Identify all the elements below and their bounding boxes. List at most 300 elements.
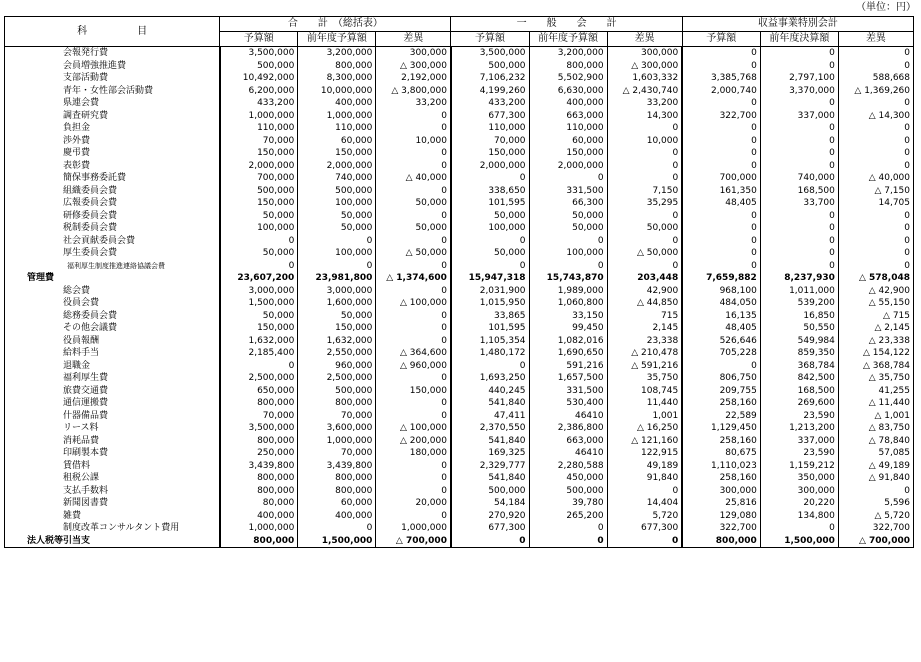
cell-value: 300,000 bbox=[760, 485, 838, 498]
cell-value: 1,129,450 bbox=[682, 422, 760, 435]
cell-value: 1,690,650 bbox=[529, 347, 607, 360]
cell-value: △ 2,430,740 bbox=[607, 85, 682, 98]
cell-value: 1,105,354 bbox=[451, 335, 529, 348]
cell-value: 57,085 bbox=[838, 447, 913, 460]
cell-value: 0 bbox=[529, 535, 607, 548]
cell-value: 14,300 bbox=[607, 110, 682, 123]
cell-value: 0 bbox=[220, 260, 298, 273]
row-label: 福利厚生費 bbox=[5, 372, 220, 385]
row-label: 県連会費 bbox=[5, 97, 220, 110]
row-label: 税制委員会費 bbox=[5, 222, 220, 235]
cell-value: 0 bbox=[376, 235, 451, 248]
cell-value: 1,082,016 bbox=[529, 335, 607, 348]
row-label: 青年・女性部会活動費 bbox=[5, 85, 220, 98]
cell-value: 50,000 bbox=[220, 210, 298, 223]
row-label: 租税公課 bbox=[5, 472, 220, 485]
cell-value: 800,000 bbox=[298, 397, 376, 410]
cell-value: 500,000 bbox=[298, 185, 376, 198]
row-label: 社会貢献委員会費 bbox=[5, 235, 220, 248]
cell-value: 338,650 bbox=[451, 185, 529, 198]
cell-value: 0 bbox=[607, 485, 682, 498]
cell-value: 0 bbox=[838, 260, 913, 273]
cell-value: 500,000 bbox=[451, 485, 529, 498]
cell-value: 2,500,000 bbox=[298, 372, 376, 385]
cell-value: 1,000,000 bbox=[220, 110, 298, 123]
cell-value: 265,200 bbox=[529, 510, 607, 523]
cell-value: 500,000 bbox=[220, 60, 298, 73]
table-row bbox=[5, 72, 914, 85]
cell-value: 800,000 bbox=[529, 60, 607, 73]
cell-value: 110,000 bbox=[298, 122, 376, 135]
cell-value: △ 3,800,000 bbox=[376, 85, 451, 98]
cell-value: 0 bbox=[376, 322, 451, 335]
cell-value: 2,000,000 bbox=[298, 160, 376, 173]
budget-rows bbox=[5, 47, 914, 548]
cell-value: 3,200,000 bbox=[298, 47, 376, 60]
cell-value: 526,646 bbox=[682, 335, 760, 348]
row-label: 総務委員会費 bbox=[5, 310, 220, 323]
cell-value: △ 42,900 bbox=[838, 285, 913, 298]
cell-value: 0 bbox=[760, 222, 838, 235]
cell-value: △ 40,000 bbox=[376, 172, 451, 185]
table-row bbox=[5, 197, 914, 210]
cell-value: 2,329,777 bbox=[451, 460, 529, 473]
cell-value: 0 bbox=[376, 372, 451, 385]
cell-value: 2,000,000 bbox=[220, 160, 298, 173]
unit-label: （単位：円） bbox=[856, 2, 916, 13]
cell-value: 800,000 bbox=[682, 535, 760, 548]
cell-value: 433,200 bbox=[220, 97, 298, 110]
table-row bbox=[5, 260, 914, 273]
cell-value: 33,700 bbox=[760, 197, 838, 210]
table-row bbox=[5, 60, 914, 73]
cell-value: 0 bbox=[682, 235, 760, 248]
cell-value: 2,185,400 bbox=[220, 347, 298, 360]
cell-value: 50,000 bbox=[607, 222, 682, 235]
cell-value: 0 bbox=[376, 310, 451, 323]
cell-value: 0 bbox=[529, 260, 607, 273]
table-row bbox=[5, 272, 914, 285]
cell-value: 3,500,000 bbox=[451, 47, 529, 60]
cell-value: 100,000 bbox=[298, 197, 376, 210]
cell-value: △ 2,145 bbox=[838, 322, 913, 335]
cell-value: 2,500,000 bbox=[220, 372, 298, 385]
row-label: 研修委員会費 bbox=[5, 210, 220, 223]
cell-value: △ 591,216 bbox=[607, 360, 682, 373]
cell-value: 66,300 bbox=[529, 197, 607, 210]
table-row bbox=[5, 285, 914, 298]
cell-value: △ 715 bbox=[838, 310, 913, 323]
cell-value: 800,000 bbox=[220, 472, 298, 485]
cell-value: 0 bbox=[376, 485, 451, 498]
cell-value: 539,200 bbox=[760, 297, 838, 310]
cell-value: 168,500 bbox=[760, 185, 838, 198]
cell-value: 42,900 bbox=[607, 285, 682, 298]
cell-value: 50,000 bbox=[451, 247, 529, 260]
cell-value: 2,192,000 bbox=[376, 72, 451, 85]
cell-value: 3,439,800 bbox=[220, 460, 298, 473]
cell-value: 0 bbox=[760, 122, 838, 135]
col-header: 予算額 bbox=[451, 32, 529, 47]
table-row bbox=[5, 297, 914, 310]
cell-value: 1,011,000 bbox=[760, 285, 838, 298]
cell-value: 588,668 bbox=[838, 72, 913, 85]
cell-value: △ 121,160 bbox=[607, 435, 682, 448]
cell-value: △ 55,150 bbox=[838, 297, 913, 310]
table-row bbox=[5, 310, 914, 323]
cell-value: 3,370,000 bbox=[760, 85, 838, 98]
row-label: 総会費 bbox=[5, 285, 220, 298]
cell-value: 0 bbox=[607, 147, 682, 160]
col-header: 予算額 bbox=[220, 32, 298, 47]
cell-value: 740,000 bbox=[298, 172, 376, 185]
cell-value: 60,000 bbox=[529, 135, 607, 148]
row-label: 給料手当 bbox=[5, 347, 220, 360]
cell-value: 3,600,000 bbox=[298, 422, 376, 435]
cell-value: 705,228 bbox=[682, 347, 760, 360]
cell-value: 677,300 bbox=[451, 522, 529, 535]
cell-value: 3,385,768 bbox=[682, 72, 760, 85]
col-header: 予算額 bbox=[682, 32, 760, 47]
table-row bbox=[5, 510, 914, 523]
cell-value: 101,595 bbox=[451, 197, 529, 210]
cell-value: 368,784 bbox=[760, 360, 838, 373]
cell-value: 270,920 bbox=[451, 510, 529, 523]
cell-value: △ 35,750 bbox=[838, 372, 913, 385]
cell-value: 20,220 bbox=[760, 497, 838, 510]
cell-value: 663,000 bbox=[529, 110, 607, 123]
cell-value: 2,000,000 bbox=[529, 160, 607, 173]
cell-value: 100,000 bbox=[529, 247, 607, 260]
cell-value: 0 bbox=[376, 185, 451, 198]
cell-value: △ 960,000 bbox=[376, 360, 451, 373]
cell-value: △ 16,250 bbox=[607, 422, 682, 435]
cell-value: 0 bbox=[838, 97, 913, 110]
cell-value: 70,000 bbox=[451, 135, 529, 148]
cell-value: 48,405 bbox=[682, 322, 760, 335]
cell-value: △ 50,000 bbox=[607, 247, 682, 260]
cell-value: 530,400 bbox=[529, 397, 607, 410]
cell-value: 50,000 bbox=[220, 310, 298, 323]
cell-value: 3,439,800 bbox=[298, 460, 376, 473]
cell-value: 968,100 bbox=[682, 285, 760, 298]
cell-value: 0 bbox=[760, 97, 838, 110]
row-label: 旅費交通費 bbox=[5, 385, 220, 398]
cell-value: 3,500,000 bbox=[220, 47, 298, 60]
row-label: 慶弔費 bbox=[5, 147, 220, 160]
cell-value: 0 bbox=[760, 235, 838, 248]
cell-value: 800,000 bbox=[220, 535, 298, 548]
cell-value: 484,050 bbox=[682, 297, 760, 310]
table-row bbox=[5, 47, 914, 60]
cell-value: 2,370,550 bbox=[451, 422, 529, 435]
cell-value: 0 bbox=[607, 260, 682, 273]
row-label: 組織委員会費 bbox=[5, 185, 220, 198]
cell-value: 331,500 bbox=[529, 385, 607, 398]
cell-value: 0 bbox=[529, 522, 607, 535]
col-header: 差異 bbox=[838, 32, 913, 47]
table-row bbox=[5, 435, 914, 448]
cell-value: 50,000 bbox=[298, 310, 376, 323]
cell-value: 0 bbox=[376, 122, 451, 135]
cell-value: 47,411 bbox=[451, 410, 529, 423]
cell-value: 2,797,100 bbox=[760, 72, 838, 85]
cell-value: △ 100,000 bbox=[376, 297, 451, 310]
cell-value: 0 bbox=[760, 147, 838, 160]
cell-value: 10,000,000 bbox=[298, 85, 376, 98]
cell-value: 0 bbox=[760, 60, 838, 73]
table-row bbox=[5, 485, 914, 498]
cell-value: 150,000 bbox=[298, 322, 376, 335]
cell-value: 1,213,200 bbox=[760, 422, 838, 435]
cell-value: 48,405 bbox=[682, 197, 760, 210]
cell-value: △ 300,000 bbox=[376, 60, 451, 73]
table-row bbox=[5, 147, 914, 160]
cell-value: 3,200,000 bbox=[529, 47, 607, 60]
cell-value: 16,850 bbox=[760, 310, 838, 323]
cell-value: △ 49,189 bbox=[838, 460, 913, 473]
cell-value: 0 bbox=[838, 122, 913, 135]
cell-value: 700,000 bbox=[220, 172, 298, 185]
cell-value: 1,500,000 bbox=[220, 297, 298, 310]
row-label: 消耗品費 bbox=[5, 435, 220, 448]
cell-value: 50,000 bbox=[298, 210, 376, 223]
cell-value: 0 bbox=[451, 260, 529, 273]
row-label: 役員会費 bbox=[5, 297, 220, 310]
cell-value: 3,500,000 bbox=[220, 422, 298, 435]
cell-value: △ 368,784 bbox=[838, 360, 913, 373]
cell-value: 8,300,000 bbox=[298, 72, 376, 85]
col-header: 前年度決算額 bbox=[760, 32, 838, 47]
table-row bbox=[5, 372, 914, 385]
cell-value: 0 bbox=[376, 210, 451, 223]
cell-value: 0 bbox=[760, 260, 838, 273]
cell-value: 7,150 bbox=[607, 185, 682, 198]
row-label: 印刷製本費 bbox=[5, 447, 220, 460]
cell-value: 1,693,250 bbox=[451, 372, 529, 385]
cell-value: 150,000 bbox=[220, 197, 298, 210]
cell-value: 0 bbox=[838, 47, 913, 60]
col-header: 前年度予算額 bbox=[298, 32, 376, 47]
cell-value: 209,755 bbox=[682, 385, 760, 398]
cell-value: 49,189 bbox=[607, 460, 682, 473]
cell-value: 1,480,172 bbox=[451, 347, 529, 360]
cell-value: △ 1,369,260 bbox=[838, 85, 913, 98]
cell-value: 150,000 bbox=[451, 147, 529, 160]
cell-value: 960,000 bbox=[298, 360, 376, 373]
cell-value: 400,000 bbox=[220, 510, 298, 523]
cell-value: 7,659,882 bbox=[682, 272, 760, 285]
cell-value: △ 23,338 bbox=[838, 335, 913, 348]
cell-value: △ 7,150 bbox=[838, 185, 913, 198]
row-label: 会員増強推進費 bbox=[5, 60, 220, 73]
cell-value: 0 bbox=[682, 147, 760, 160]
cell-value: 1,000,000 bbox=[376, 522, 451, 535]
cell-value: 0 bbox=[682, 47, 760, 60]
table-row bbox=[5, 360, 914, 373]
cell-value: 1,500,000 bbox=[760, 535, 838, 548]
cell-value: 269,600 bbox=[760, 397, 838, 410]
cell-value: 0 bbox=[376, 147, 451, 160]
cell-value: 800,000 bbox=[298, 60, 376, 73]
cell-value: 0 bbox=[376, 472, 451, 485]
table-row bbox=[5, 322, 914, 335]
cell-value: △ 11,440 bbox=[838, 397, 913, 410]
cell-value: 0 bbox=[682, 160, 760, 173]
cell-value: 2,031,900 bbox=[451, 285, 529, 298]
cell-value: 0 bbox=[220, 360, 298, 373]
cell-value: 0 bbox=[682, 210, 760, 223]
cell-value: 150,000 bbox=[220, 147, 298, 160]
cell-value: 8,237,930 bbox=[760, 272, 838, 285]
cell-value: 0 bbox=[298, 522, 376, 535]
row-label: 調査研究費 bbox=[5, 110, 220, 123]
table-row bbox=[5, 122, 914, 135]
cell-value: 46410 bbox=[529, 410, 607, 423]
cell-value: 1,657,500 bbox=[529, 372, 607, 385]
table-row bbox=[5, 97, 914, 110]
cell-value: 0 bbox=[760, 247, 838, 260]
cell-value: 1,060,800 bbox=[529, 297, 607, 310]
table-row bbox=[5, 460, 914, 473]
cell-value: 35,295 bbox=[607, 197, 682, 210]
row-label: 什器備品費 bbox=[5, 410, 220, 423]
table-row bbox=[5, 247, 914, 260]
cell-value: 23,590 bbox=[760, 410, 838, 423]
cell-value: 7,106,232 bbox=[451, 72, 529, 85]
table-row bbox=[5, 110, 914, 123]
cell-value: 169,325 bbox=[451, 447, 529, 460]
cell-value: 0 bbox=[682, 97, 760, 110]
cell-value: △ 40,000 bbox=[838, 172, 913, 185]
cell-value: 591,216 bbox=[529, 360, 607, 373]
cell-value: 20,000 bbox=[376, 497, 451, 510]
row-label: 制度改革コンサルタント費用 bbox=[5, 522, 220, 535]
cell-value: 0 bbox=[607, 160, 682, 173]
cell-value: 300,000 bbox=[682, 485, 760, 498]
table-row bbox=[5, 160, 914, 173]
cell-value: 1,000,000 bbox=[220, 522, 298, 535]
cell-value: 50,000 bbox=[376, 197, 451, 210]
table-row bbox=[5, 210, 914, 223]
cell-value: 6,200,000 bbox=[220, 85, 298, 98]
cell-value: 0 bbox=[682, 135, 760, 148]
cell-value: 5,596 bbox=[838, 497, 913, 510]
cell-value: 322,700 bbox=[682, 522, 760, 535]
cell-value: 0 bbox=[760, 47, 838, 60]
cell-value: △ 300,000 bbox=[607, 60, 682, 73]
table-row bbox=[5, 335, 914, 348]
cell-value: 450,000 bbox=[529, 472, 607, 485]
cell-value: △ 210,478 bbox=[607, 347, 682, 360]
cell-value: 500,000 bbox=[529, 485, 607, 498]
cell-value: 91,840 bbox=[607, 472, 682, 485]
cell-value: 50,000 bbox=[298, 222, 376, 235]
cell-value: △ 78,840 bbox=[838, 435, 913, 448]
cell-value: 0 bbox=[838, 147, 913, 160]
cell-value: 1,159,212 bbox=[760, 460, 838, 473]
cell-value: 1,110,023 bbox=[682, 460, 760, 473]
cell-value: 0 bbox=[838, 222, 913, 235]
cell-value: 46410 bbox=[529, 447, 607, 460]
cell-value: 0 bbox=[607, 172, 682, 185]
row-label: 管理費 bbox=[5, 272, 220, 285]
cell-value: 50,000 bbox=[451, 210, 529, 223]
cell-value: 1,603,332 bbox=[607, 72, 682, 85]
cell-value: 0 bbox=[838, 210, 913, 223]
table-row bbox=[5, 85, 914, 98]
row-label: 支払手数料 bbox=[5, 485, 220, 498]
table-row bbox=[5, 222, 914, 235]
cell-value: 440,245 bbox=[451, 385, 529, 398]
cell-value: 0 bbox=[607, 235, 682, 248]
cell-value: 5,720 bbox=[607, 510, 682, 523]
group-header-profit: 収益事業特別会計 bbox=[682, 17, 913, 32]
cell-value: 14,404 bbox=[607, 497, 682, 510]
col-header: 差異 bbox=[376, 32, 451, 47]
cell-value: △ 14,300 bbox=[838, 110, 913, 123]
cell-value: 70,000 bbox=[298, 447, 376, 460]
cell-value: 22,589 bbox=[682, 410, 760, 423]
cell-value: △ 83,750 bbox=[838, 422, 913, 435]
cell-value: 6,630,000 bbox=[529, 85, 607, 98]
cell-value: △ 700,000 bbox=[376, 535, 451, 548]
cell-value: △ 154,122 bbox=[838, 347, 913, 360]
cell-value: 0 bbox=[760, 160, 838, 173]
cell-value: 0 bbox=[760, 522, 838, 535]
cell-value: 400,000 bbox=[298, 97, 376, 110]
cell-value: 0 bbox=[682, 60, 760, 73]
row-label: その他会議費 bbox=[5, 322, 220, 335]
cell-value: 50,000 bbox=[220, 247, 298, 260]
cell-value: 70,000 bbox=[298, 410, 376, 423]
table-row bbox=[5, 410, 914, 423]
cell-value: 80,000 bbox=[220, 497, 298, 510]
subject-header: 科 目 bbox=[5, 17, 220, 47]
table-row bbox=[5, 347, 914, 360]
cell-value: 740,000 bbox=[760, 172, 838, 185]
table-row bbox=[5, 135, 914, 148]
row-label: 役員報酬 bbox=[5, 335, 220, 348]
cell-value: 161,350 bbox=[682, 185, 760, 198]
cell-value: 0 bbox=[451, 360, 529, 373]
cell-value: 500,000 bbox=[298, 385, 376, 398]
row-label: 簡保事務委託費 bbox=[5, 172, 220, 185]
cell-value: 0 bbox=[682, 222, 760, 235]
cell-value: 0 bbox=[529, 235, 607, 248]
col-header: 前年度予算額 bbox=[529, 32, 607, 47]
cell-value: 100,000 bbox=[298, 247, 376, 260]
cell-value: 2,550,000 bbox=[298, 347, 376, 360]
cell-value: 33,200 bbox=[607, 97, 682, 110]
cell-value: 0 bbox=[682, 260, 760, 273]
cell-value: 41,255 bbox=[838, 385, 913, 398]
cell-value: 1,000,000 bbox=[298, 435, 376, 448]
cell-value: 500,000 bbox=[451, 60, 529, 73]
cell-value: 1,500,000 bbox=[298, 535, 376, 548]
cell-value: 0 bbox=[607, 210, 682, 223]
cell-value: 258,160 bbox=[682, 472, 760, 485]
cell-value: 23,607,200 bbox=[220, 272, 298, 285]
cell-value: 203,448 bbox=[607, 272, 682, 285]
cell-value: 0 bbox=[298, 235, 376, 248]
cell-value: 0 bbox=[451, 235, 529, 248]
cell-value: 0 bbox=[376, 335, 451, 348]
cell-value: 0 bbox=[529, 172, 607, 185]
table-row bbox=[5, 535, 914, 548]
row-label: リース料 bbox=[5, 422, 220, 435]
cell-value: 0 bbox=[682, 122, 760, 135]
